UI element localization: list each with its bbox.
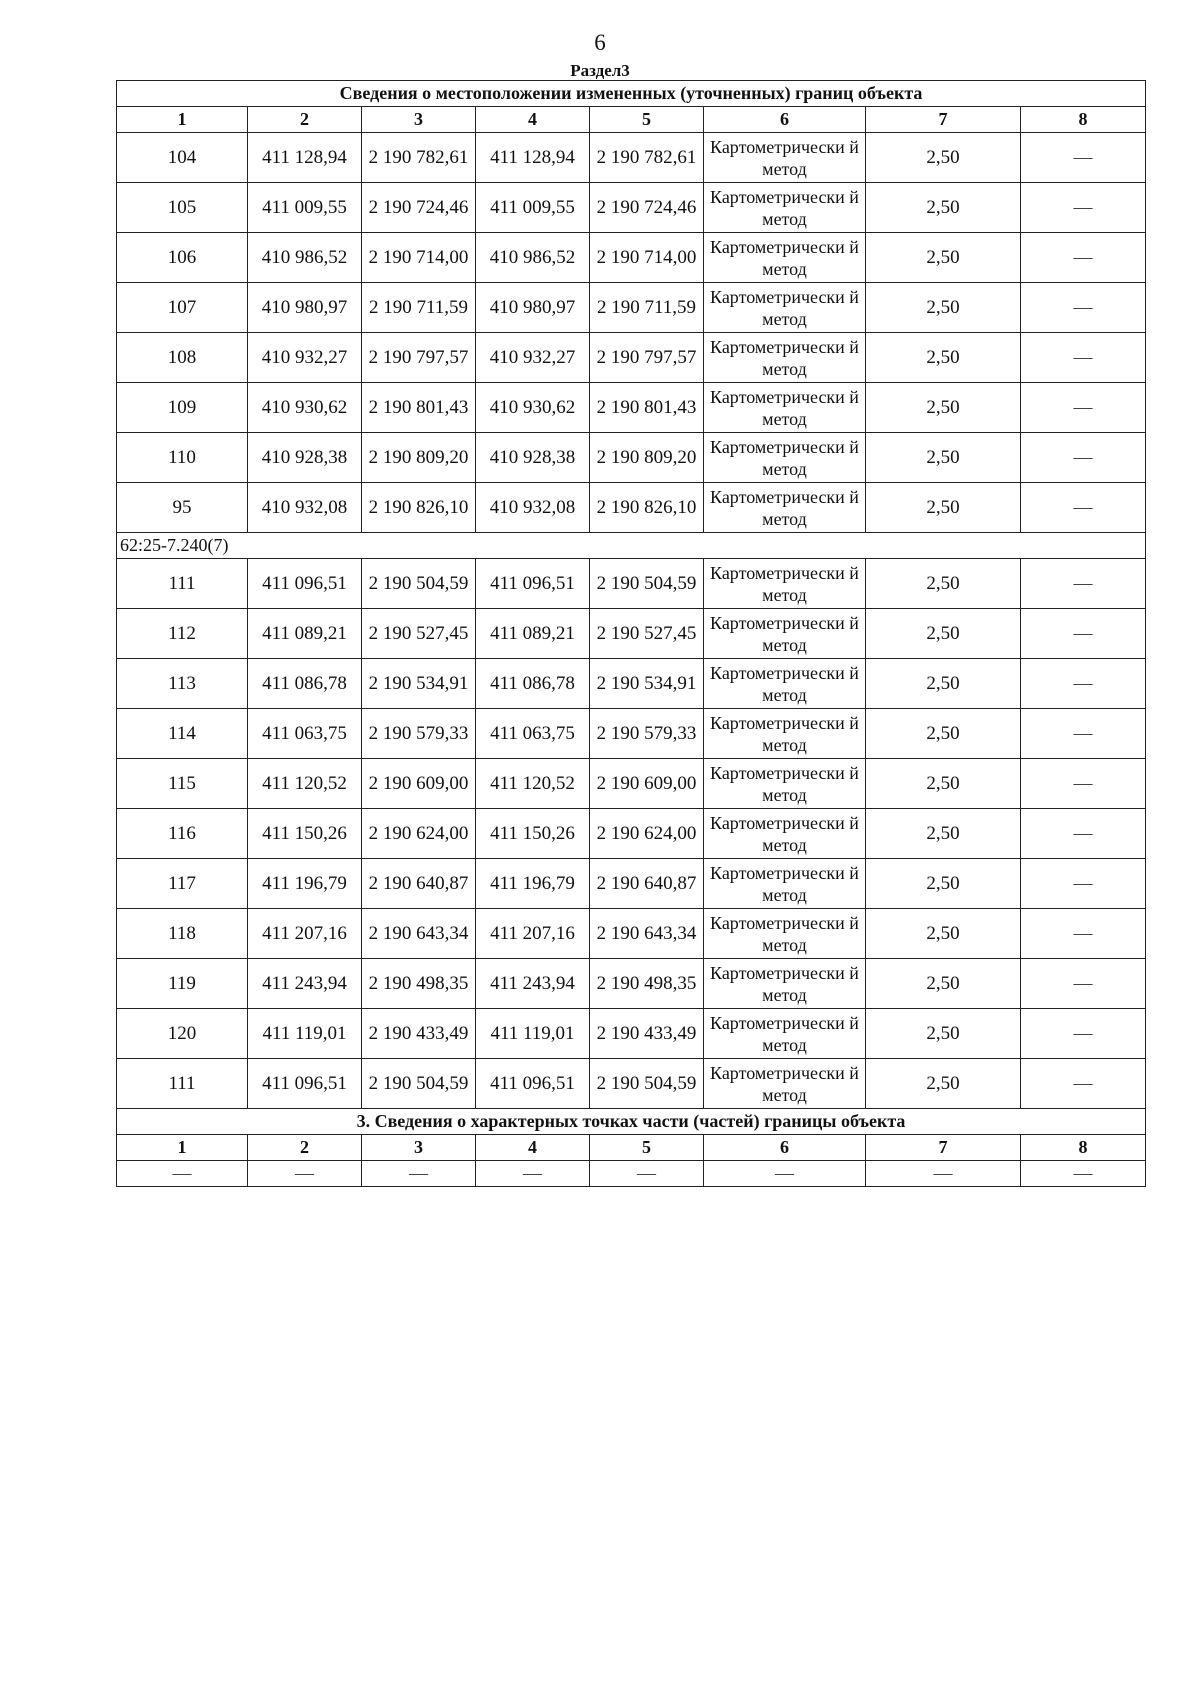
y-new-cell: 2 190 527,45: [590, 609, 704, 659]
table-row: [117, 483, 1146, 533]
y-old-cell: 2 190 640,87: [362, 859, 476, 909]
x-new-cell: 410 932,08: [476, 483, 590, 533]
description-cell: —: [1021, 183, 1146, 233]
accuracy-cell: 2,50: [866, 433, 1021, 483]
method-cell: Картометрически й метод: [704, 859, 866, 909]
table-row: [117, 383, 1146, 433]
accuracy-cell: 2,50: [866, 659, 1021, 709]
column-header: 4: [476, 1135, 590, 1161]
table-row: [117, 709, 1146, 759]
group-row: [117, 533, 1146, 559]
column-header: 4: [476, 107, 590, 133]
x-old-cell: 411 119,01: [248, 1009, 362, 1059]
point-number-cell: 107: [117, 283, 248, 333]
y-new-cell: 2 190 609,00: [590, 759, 704, 809]
method-cell: Картометрически й метод: [704, 609, 866, 659]
x-old-cell: 411 120,52: [248, 759, 362, 809]
y-new-cell: 2 190 579,33: [590, 709, 704, 759]
y-new-cell: 2 190 797,57: [590, 333, 704, 383]
table-row: [117, 233, 1146, 283]
x-new-cell: 410 932,27: [476, 333, 590, 383]
description-cell: —: [1021, 609, 1146, 659]
section-title: Раздел3: [570, 61, 630, 80]
x-new-cell: 411 196,79: [476, 859, 590, 909]
y-new-cell: 2 190 643,34: [590, 909, 704, 959]
y-old-cell: 2 190 714,00: [362, 233, 476, 283]
table-row: [117, 183, 1146, 233]
x-old-cell: 411 207,16: [248, 909, 362, 959]
table-row: [117, 959, 1146, 1009]
page-number: 6: [594, 30, 606, 55]
y-old-cell: 2 190 609,00: [362, 759, 476, 809]
point-number-cell: 104: [117, 133, 248, 183]
x-old-cell: 410 980,97: [248, 283, 362, 333]
method-cell: Картометрически й метод: [704, 383, 866, 433]
method-cell: Картометрически й метод: [704, 959, 866, 1009]
column-header-row: [117, 107, 1146, 133]
column-header: 7: [866, 1135, 1021, 1161]
description-cell: —: [1021, 959, 1146, 1009]
accuracy-cell: 2,50: [866, 559, 1021, 609]
accuracy-cell: 2,50: [866, 959, 1021, 1009]
y-old-cell: 2 190 782,61: [362, 133, 476, 183]
section3-caption: [117, 1109, 1146, 1135]
y-old-cell: —: [362, 1161, 476, 1187]
column-header: 5: [590, 1135, 704, 1161]
x-old-cell: 410 928,38: [248, 433, 362, 483]
x-old-cell: 411 128,94: [248, 133, 362, 183]
method-cell: —: [704, 1161, 866, 1187]
point-number-cell: —: [117, 1161, 248, 1187]
accuracy-cell: 2,50: [866, 859, 1021, 909]
y-new-cell: 2 190 782,61: [590, 133, 704, 183]
y-old-cell: 2 190 534,91: [362, 659, 476, 709]
y-new-cell: 2 190 534,91: [590, 659, 704, 709]
accuracy-cell: 2,50: [866, 233, 1021, 283]
x-old-cell: 411 196,79: [248, 859, 362, 909]
column-header: 5: [590, 107, 704, 133]
y-new-cell: 2 190 640,87: [590, 859, 704, 909]
table-row: [117, 559, 1146, 609]
x-old-cell: 411 063,75: [248, 709, 362, 759]
description-cell: —: [1021, 659, 1146, 709]
accuracy-cell: 2,50: [866, 133, 1021, 183]
description-cell: —: [1021, 433, 1146, 483]
description-cell: —: [1021, 909, 1146, 959]
method-cell: Картометрически й метод: [704, 483, 866, 533]
accuracy-cell: 2,50: [866, 759, 1021, 809]
y-new-cell: —: [590, 1161, 704, 1187]
method-cell: Картометрически й метод: [704, 133, 866, 183]
accuracy-cell: 2,50: [866, 183, 1021, 233]
table-row: [117, 283, 1146, 333]
boundary-table: [116, 80, 1146, 1187]
description-cell: —: [1021, 483, 1146, 533]
y-old-cell: 2 190 826,10: [362, 483, 476, 533]
method-cell: Картометрически й метод: [704, 559, 866, 609]
table-row: [117, 909, 1146, 959]
y-new-cell: 2 190 714,00: [590, 233, 704, 283]
method-cell: Картометрически й метод: [704, 183, 866, 233]
y-old-cell: 2 190 527,45: [362, 609, 476, 659]
table-row: [117, 609, 1146, 659]
table-row: [117, 133, 1146, 183]
x-old-cell: 411 243,94: [248, 959, 362, 1009]
description-cell: —: [1021, 233, 1146, 283]
table-row: [117, 333, 1146, 383]
section3-caption-text: 3. Сведения о характерных точках части (частей) границы объекта: [117, 1109, 1146, 1135]
method-cell: Картометрически й метод: [704, 809, 866, 859]
column-header: 1: [117, 107, 248, 133]
x-new-cell: 410 986,52: [476, 233, 590, 283]
point-number-cell: 106: [117, 233, 248, 283]
x-new-cell: 410 930,62: [476, 383, 590, 433]
description-cell: —: [1021, 333, 1146, 383]
y-old-cell: 2 190 797,57: [362, 333, 476, 383]
description-cell: —: [1021, 283, 1146, 333]
description-cell: —: [1021, 133, 1146, 183]
point-number-cell: 95: [117, 483, 248, 533]
x-new-cell: 410 980,97: [476, 283, 590, 333]
accuracy-cell: 2,50: [866, 333, 1021, 383]
x-old-cell: —: [248, 1161, 362, 1187]
description-cell: —: [1021, 1009, 1146, 1059]
point-number-cell: 112: [117, 609, 248, 659]
y-old-cell: 2 190 624,00: [362, 809, 476, 859]
y-new-cell: 2 190 826,10: [590, 483, 704, 533]
y-old-cell: 2 190 433,49: [362, 1009, 476, 1059]
accuracy-cell: 2,50: [866, 383, 1021, 433]
description-cell: —: [1021, 1161, 1146, 1187]
description-cell: —: [1021, 809, 1146, 859]
x-old-cell: 411 150,26: [248, 809, 362, 859]
table-row: [117, 659, 1146, 709]
method-cell: Картометрически й метод: [704, 333, 866, 383]
column-header: 2: [248, 1135, 362, 1161]
accuracy-cell: —: [866, 1161, 1021, 1187]
y-new-cell: 2 190 724,46: [590, 183, 704, 233]
y-old-cell: 2 190 504,59: [362, 1059, 476, 1109]
column-header: 3: [362, 107, 476, 133]
x-old-cell: 410 932,27: [248, 333, 362, 383]
y-new-cell: 2 190 711,59: [590, 283, 704, 333]
column-header: 6: [704, 1135, 866, 1161]
y-new-cell: 2 190 504,59: [590, 1059, 704, 1109]
column-header: 2: [248, 107, 362, 133]
method-cell: Картометрически й метод: [704, 1059, 866, 1109]
point-number-cell: 120: [117, 1009, 248, 1059]
point-number-cell: 110: [117, 433, 248, 483]
y-old-cell: 2 190 579,33: [362, 709, 476, 759]
method-cell: Картометрически й метод: [704, 709, 866, 759]
column-header: 6: [704, 107, 866, 133]
column-header: 7: [866, 107, 1021, 133]
y-new-cell: 2 190 801,43: [590, 383, 704, 433]
method-cell: Картометрически й метод: [704, 1009, 866, 1059]
table-row: [117, 809, 1146, 859]
table-row: [117, 1161, 1146, 1187]
x-old-cell: 411 096,51: [248, 559, 362, 609]
point-number-cell: 117: [117, 859, 248, 909]
point-number-cell: 108: [117, 333, 248, 383]
y-old-cell: 2 190 711,59: [362, 283, 476, 333]
point-number-cell: 114: [117, 709, 248, 759]
x-new-cell: 410 928,38: [476, 433, 590, 483]
y-new-cell: 2 190 624,00: [590, 809, 704, 859]
method-cell: Картометрически й метод: [704, 659, 866, 709]
point-number-cell: 113: [117, 659, 248, 709]
accuracy-cell: 2,50: [866, 709, 1021, 759]
table-row: [117, 1009, 1146, 1059]
accuracy-cell: 2,50: [866, 909, 1021, 959]
method-cell: Картометрически й метод: [704, 433, 866, 483]
method-cell: Картометрически й метод: [704, 909, 866, 959]
table-row: [117, 859, 1146, 909]
section3-header-row: [117, 1135, 1146, 1161]
y-new-cell: 2 190 498,35: [590, 959, 704, 1009]
x-new-cell: 411 128,94: [476, 133, 590, 183]
table-caption: [117, 81, 1146, 107]
table-caption-text: Сведения о местоположении измененных (уточненных) границ объекта: [117, 81, 1146, 107]
y-new-cell: 2 190 809,20: [590, 433, 704, 483]
point-number-cell: 118: [117, 909, 248, 959]
method-cell: Картометрически й метод: [704, 759, 866, 809]
y-old-cell: 2 190 724,46: [362, 183, 476, 233]
point-number-cell: 109: [117, 383, 248, 433]
accuracy-cell: 2,50: [866, 483, 1021, 533]
description-cell: —: [1021, 709, 1146, 759]
accuracy-cell: 2,50: [866, 1009, 1021, 1059]
y-old-cell: 2 190 504,59: [362, 559, 476, 609]
table-body: [117, 81, 1146, 1187]
column-header: 1: [117, 1135, 248, 1161]
x-new-cell: 411 207,16: [476, 909, 590, 959]
x-new-cell: 411 086,78: [476, 659, 590, 709]
y-new-cell: 2 190 433,49: [590, 1009, 704, 1059]
x-new-cell: 411 120,52: [476, 759, 590, 809]
y-new-cell: 2 190 504,59: [590, 559, 704, 609]
x-new-cell: 411 150,26: [476, 809, 590, 859]
column-header: 3: [362, 1135, 476, 1161]
x-new-cell: 411 089,21: [476, 609, 590, 659]
accuracy-cell: 2,50: [866, 809, 1021, 859]
x-new-cell: 411 063,75: [476, 709, 590, 759]
x-old-cell: 411 089,21: [248, 609, 362, 659]
point-number-cell: 111: [117, 559, 248, 609]
table-row: [117, 433, 1146, 483]
column-header: 8: [1021, 107, 1146, 133]
x-old-cell: 410 932,08: [248, 483, 362, 533]
group-label: 62:25-7.240(7): [117, 533, 1146, 559]
description-cell: —: [1021, 759, 1146, 809]
y-old-cell: 2 190 643,34: [362, 909, 476, 959]
table-row: [117, 759, 1146, 809]
table-row: [117, 1059, 1146, 1109]
point-number-cell: 115: [117, 759, 248, 809]
x-new-cell: —: [476, 1161, 590, 1187]
y-old-cell: 2 190 801,43: [362, 383, 476, 433]
x-new-cell: 411 119,01: [476, 1009, 590, 1059]
method-cell: Картометрически й метод: [704, 283, 866, 333]
accuracy-cell: 2,50: [866, 609, 1021, 659]
y-old-cell: 2 190 498,35: [362, 959, 476, 1009]
x-new-cell: 411 009,55: [476, 183, 590, 233]
description-cell: —: [1021, 1059, 1146, 1109]
x-new-cell: 411 096,51: [476, 1059, 590, 1109]
x-old-cell: 411 096,51: [248, 1059, 362, 1109]
accuracy-cell: 2,50: [866, 283, 1021, 333]
x-old-cell: 410 986,52: [248, 233, 362, 283]
point-number-cell: 105: [117, 183, 248, 233]
y-old-cell: 2 190 809,20: [362, 433, 476, 483]
accuracy-cell: 2,50: [866, 1059, 1021, 1109]
point-number-cell: 116: [117, 809, 248, 859]
x-old-cell: 411 009,55: [248, 183, 362, 233]
x-old-cell: 410 930,62: [248, 383, 362, 433]
point-number-cell: 119: [117, 959, 248, 1009]
method-cell: Картометрически й метод: [704, 233, 866, 283]
x-new-cell: 411 096,51: [476, 559, 590, 609]
description-cell: —: [1021, 383, 1146, 433]
column-header: 8: [1021, 1135, 1146, 1161]
x-old-cell: 411 086,78: [248, 659, 362, 709]
description-cell: —: [1021, 559, 1146, 609]
description-cell: —: [1021, 859, 1146, 909]
x-new-cell: 411 243,94: [476, 959, 590, 1009]
point-number-cell: 111: [117, 1059, 248, 1109]
